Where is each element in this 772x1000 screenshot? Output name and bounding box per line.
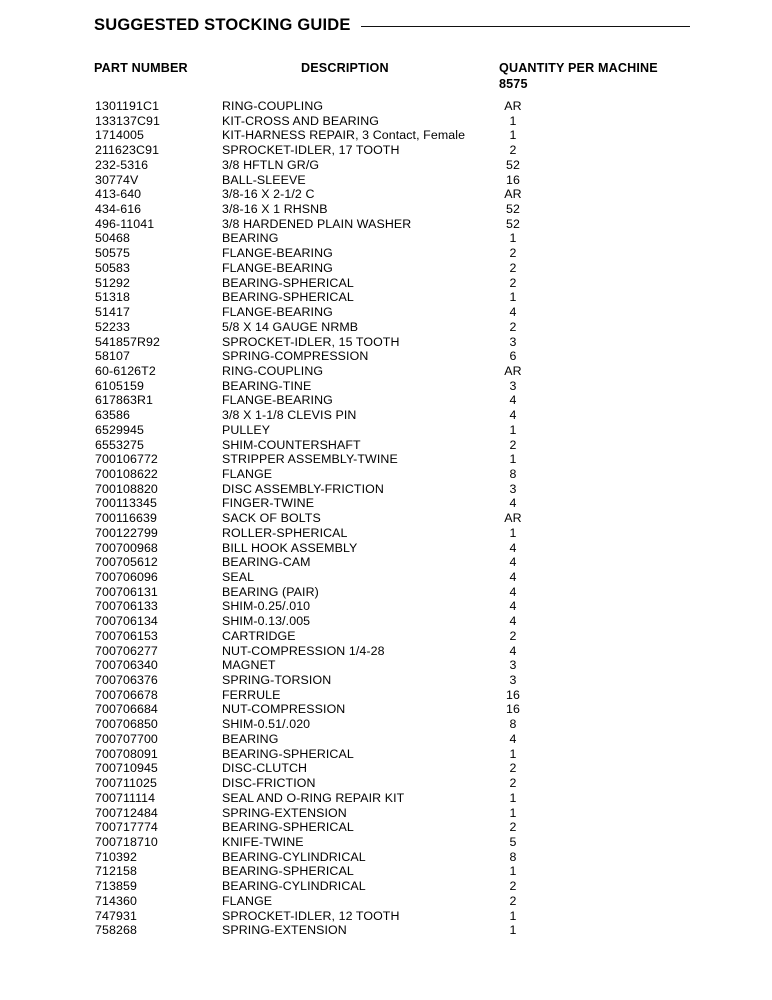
cell-part-number: 700706850 — [95, 717, 158, 732]
table-row — [0, 806, 772, 821]
cell-part-number: 700708091 — [95, 746, 158, 761]
cell-description: MAGNET — [222, 658, 276, 673]
cell-part-number: 700706277 — [95, 643, 158, 658]
cell-part-number: 700106772 — [95, 452, 158, 467]
cell-quantity: 4 — [509, 570, 517, 584]
cell-part-number: 541857R92 — [95, 334, 160, 349]
cell-part-number: 747931 — [95, 908, 137, 923]
table-row — [0, 187, 772, 202]
cell-description: FLANGE-BEARING — [222, 246, 333, 261]
cell-part-number: 700122799 — [95, 525, 158, 540]
cell-quantity: AR — [504, 511, 522, 526]
table-row — [0, 776, 772, 791]
cell-description: NUT-COMPRESSION 1/4-28 — [222, 643, 385, 658]
cell-description: PULLEY — [222, 422, 271, 437]
cell-description: 3/8 HARDENED PLAIN WASHER — [222, 216, 412, 231]
cell-description: SPRING-EXTENSION — [222, 805, 347, 820]
table-row — [0, 276, 772, 291]
cell-description: SPRING-COMPRESSION — [222, 349, 369, 364]
cell-quantity: 3 — [509, 334, 517, 349]
cell-part-number: 6529945 — [95, 422, 144, 437]
cell-part-number: 700700968 — [95, 540, 158, 555]
cell-description: SACK OF BOLTS — [222, 511, 321, 526]
table-row — [0, 923, 772, 938]
cell-description: FLANGE-BEARING — [222, 393, 333, 408]
cell-part-number: 700706376 — [95, 673, 158, 688]
cell-part-number: 700108622 — [95, 466, 158, 481]
table-row — [0, 482, 772, 497]
table-row — [0, 614, 772, 629]
table-row — [0, 217, 772, 232]
table-row — [0, 629, 772, 644]
cell-part-number: 700710945 — [95, 761, 158, 776]
cell-part-number: 60-6126T2 — [95, 363, 156, 378]
table-row — [0, 173, 772, 188]
table-row — [0, 673, 772, 688]
table-row — [0, 688, 772, 703]
table-row — [0, 99, 772, 114]
cell-description: KIT-CROSS AND BEARING — [222, 113, 380, 128]
table-row — [0, 246, 772, 261]
table-row — [0, 143, 772, 158]
cell-quantity: 4 — [509, 584, 517, 599]
cell-quantity: 1 — [509, 422, 517, 437]
cell-part-number: 1714005 — [95, 128, 144, 143]
table-row — [0, 747, 772, 762]
table-row — [0, 599, 772, 614]
cell-part-number: 52233 — [95, 319, 130, 334]
cell-description: BEARING-SPHERICAL — [222, 290, 354, 305]
cell-description: SHIM-0.51/.020 — [222, 717, 311, 732]
cell-quantity: 3 — [509, 378, 517, 393]
cell-part-number: 51318 — [95, 290, 130, 305]
table-row — [0, 894, 772, 909]
parts-table — [0, 99, 772, 938]
table-row — [0, 864, 772, 879]
cell-quantity: 1 — [509, 128, 517, 143]
cell-description: RING-COUPLING — [222, 363, 324, 378]
cell-quantity: 16 — [506, 687, 520, 702]
table-row — [0, 850, 772, 865]
cell-part-number: 6553275 — [95, 437, 144, 452]
cell-description: 3/8 HFTLN GR/G — [222, 157, 320, 172]
cell-part-number: 133137C91 — [95, 113, 160, 128]
table-row — [0, 305, 772, 320]
cell-quantity: AR — [504, 187, 522, 202]
cell-part-number: 700706678 — [95, 687, 158, 702]
cell-quantity: 52 — [506, 216, 520, 231]
cell-description: BEARING-SPHERICAL — [222, 864, 354, 879]
cell-description: FLANGE-BEARING — [222, 260, 333, 275]
cell-part-number: 700108820 — [95, 481, 158, 496]
cell-description: SHIM-COUNTERSHAFT — [222, 437, 361, 452]
cell-quantity: 1 — [509, 908, 517, 923]
cell-part-number: 714360 — [95, 893, 137, 908]
cell-part-number: 700706684 — [95, 702, 158, 717]
table-row — [0, 290, 772, 305]
cell-quantity: 3 — [509, 481, 517, 496]
cell-part-number: 700705612 — [95, 555, 158, 570]
table-row — [0, 408, 772, 423]
cell-part-number: 58107 — [95, 349, 130, 364]
cell-description: FLANGE — [222, 466, 273, 481]
cell-description: CARTRIDGE — [222, 628, 296, 643]
cell-description: SEAL — [222, 570, 255, 584]
page-title: SUGGESTED STOCKING GUIDE — [94, 15, 351, 34]
cell-description: BEARING-CYLINDRICAL — [222, 879, 366, 894]
cell-description: BEARING-SPHERICAL — [222, 275, 354, 290]
cell-quantity: 2 — [509, 628, 517, 643]
cell-description: SPRING-EXTENSION — [222, 923, 347, 938]
cell-description: SHIM-0.25/.010 — [222, 599, 311, 614]
cell-description: BEARING-TINE — [222, 378, 312, 393]
cell-quantity: 4 — [509, 540, 517, 555]
table-row — [0, 791, 772, 806]
cell-quantity: 52 — [506, 202, 520, 217]
table-row — [0, 511, 772, 526]
cell-quantity: 2 — [509, 761, 517, 776]
cell-part-number: 50583 — [95, 260, 130, 275]
cell-quantity: 8 — [509, 849, 517, 864]
cell-description: SHIM-0.13/.005 — [222, 614, 311, 629]
cell-description: ROLLER-SPHERICAL — [222, 525, 348, 540]
table-row — [0, 364, 772, 379]
cell-description: FLANGE-BEARING — [222, 305, 333, 320]
cell-part-number: 713859 — [95, 879, 137, 894]
cell-quantity: 4 — [509, 496, 517, 511]
title-divider-rule — [361, 26, 690, 27]
column-header-quantity-per-machine: QUANTITY PER MACHINE — [499, 61, 658, 75]
table-row — [0, 467, 772, 482]
cell-part-number: 6105159 — [95, 378, 144, 393]
cell-description: BEARING — [222, 731, 279, 746]
table-row — [0, 423, 772, 438]
cell-part-number: 700711025 — [95, 776, 157, 791]
cell-quantity: 4 — [509, 614, 517, 629]
cell-part-number: 700116639 — [95, 511, 157, 526]
cell-quantity: 4 — [509, 643, 517, 658]
cell-quantity: 1 — [509, 113, 517, 128]
table-row — [0, 349, 772, 364]
table-row — [0, 202, 772, 217]
cell-quantity: 1 — [509, 746, 517, 761]
table-row — [0, 231, 772, 246]
cell-description: BEARING-SPHERICAL — [222, 746, 354, 761]
table-row — [0, 261, 772, 276]
cell-quantity: 1 — [509, 923, 517, 938]
cell-part-number: 700718710 — [95, 834, 158, 849]
cell-quantity: 16 — [506, 172, 520, 187]
column-header-machine-model: 8575 — [499, 77, 528, 91]
column-header-description: DESCRIPTION — [301, 61, 389, 75]
cell-part-number: 700113345 — [95, 496, 157, 511]
cell-description: BEARING-SPHERICAL — [222, 820, 354, 835]
cell-quantity: 4 — [509, 555, 517, 570]
cell-description: BEARING-CYLINDRICAL — [222, 849, 366, 864]
cell-part-number: 700707700 — [95, 731, 158, 746]
table-row — [0, 820, 772, 835]
cell-quantity: 8 — [509, 466, 517, 481]
cell-part-number: 700706133 — [95, 599, 158, 614]
cell-quantity: 2 — [509, 820, 517, 835]
table-row — [0, 438, 772, 453]
cell-description: SPROCKET-IDLER, 15 TOOTH — [222, 334, 400, 349]
cell-part-number: 63586 — [95, 408, 130, 423]
cell-part-number: 700711114 — [95, 790, 156, 805]
cell-quantity: 1 — [509, 452, 517, 467]
cell-quantity: 2 — [509, 246, 517, 261]
cell-quantity: 1 — [509, 231, 517, 246]
table-row — [0, 658, 772, 673]
cell-description: KIT-HARNESS REPAIR, 3 Contact, Female — [222, 128, 466, 143]
cell-part-number: 700706134 — [95, 614, 158, 629]
cell-quantity: 1 — [509, 864, 517, 879]
table-row — [0, 585, 772, 600]
table-row — [0, 717, 772, 732]
cell-description: FINGER-TWINE — [222, 496, 315, 511]
cell-part-number: 51417 — [95, 305, 130, 320]
cell-part-number: 617863R1 — [95, 393, 153, 408]
table-row — [0, 570, 772, 585]
cell-part-number: 50468 — [95, 231, 130, 246]
cell-quantity: 3 — [509, 658, 517, 673]
cell-quantity: 2 — [509, 879, 517, 894]
table-row — [0, 393, 772, 408]
cell-description: 3/8 X 1-1/8 CLEVIS PIN — [222, 408, 357, 423]
cell-description: SPRING-TORSION — [222, 673, 332, 688]
cell-part-number: 211623C91 — [95, 143, 160, 158]
cell-description: KNIFE-TWINE — [222, 834, 304, 849]
table-row — [0, 909, 772, 924]
cell-part-number: 496-11041 — [95, 216, 155, 231]
cell-description: BEARING — [222, 231, 279, 246]
cell-part-number: 30774V — [95, 172, 139, 187]
table-row — [0, 452, 772, 467]
column-header-part-number: PART NUMBER — [94, 61, 188, 75]
cell-quantity: 4 — [509, 731, 517, 746]
cell-quantity: 2 — [509, 143, 517, 158]
cell-part-number: 700717774 — [95, 820, 158, 835]
table-row — [0, 555, 772, 570]
cell-description: 5/8 X 14 GAUGE NRMB — [222, 319, 359, 334]
table-row — [0, 496, 772, 511]
table-row — [0, 879, 772, 894]
cell-part-number: 700712484 — [95, 805, 158, 820]
table-row — [0, 379, 772, 394]
table-row — [0, 128, 772, 143]
cell-part-number: 700706153 — [95, 628, 158, 643]
cell-part-number: 232-5316 — [95, 157, 149, 172]
cell-quantity: 4 — [509, 305, 517, 320]
cell-quantity: 4 — [509, 599, 517, 614]
cell-description: FERRULE — [222, 687, 281, 702]
cell-part-number: 700706340 — [95, 658, 158, 673]
table-row — [0, 320, 772, 335]
cell-part-number: 434-616 — [95, 202, 142, 217]
cell-quantity: 4 — [509, 408, 517, 423]
table-row — [0, 114, 772, 129]
cell-description: SEAL AND O-RING REPAIR KIT — [222, 790, 405, 805]
cell-description: BEARING (PAIR) — [222, 584, 319, 599]
cell-description: DISC ASSEMBLY-FRICTION — [222, 481, 384, 496]
cell-quantity: 1 — [509, 525, 517, 540]
table-row — [0, 732, 772, 747]
cell-quantity: AR — [504, 363, 522, 378]
cell-quantity: 2 — [509, 260, 517, 275]
cell-description: STRIPPER ASSEMBLY-TWINE — [222, 452, 398, 467]
cell-description: 3/8-16 X 1 RHSNB — [222, 202, 328, 217]
cell-part-number: 51292 — [95, 275, 130, 290]
cell-description: FLANGE — [222, 893, 273, 908]
cell-quantity: 1 — [509, 790, 517, 805]
cell-description: NUT-COMPRESSION — [222, 702, 346, 717]
cell-quantity: 2 — [509, 776, 517, 791]
cell-description: SPROCKET-IDLER, 12 TOOTH — [222, 908, 400, 923]
cell-quantity: 4 — [509, 393, 517, 408]
cell-quantity: 8 — [509, 717, 517, 732]
cell-description: DISC-CLUTCH — [222, 761, 308, 776]
cell-quantity: 6 — [509, 349, 517, 364]
table-row — [0, 644, 772, 659]
cell-part-number: 700706131 — [95, 584, 158, 599]
cell-description: 3/8-16 X 2-1/2 C — [222, 187, 315, 202]
cell-description: RING-COUPLING — [222, 99, 324, 113]
table-row — [0, 335, 772, 350]
cell-description: BALL-SLEEVE — [222, 172, 306, 187]
cell-quantity: 52 — [506, 157, 520, 172]
table-column-headers — [0, 62, 772, 96]
cell-description: BILL HOOK ASSEMBLY — [222, 540, 358, 555]
table-row — [0, 158, 772, 173]
cell-part-number: 710392 — [95, 849, 137, 864]
cell-description: DISC-FRICTION — [222, 776, 316, 791]
cell-part-number: 758268 — [95, 923, 137, 938]
table-row — [0, 761, 772, 776]
cell-quantity: 2 — [509, 893, 517, 908]
table-row — [0, 526, 772, 541]
cell-part-number: 700706096 — [95, 570, 158, 584]
table-row — [0, 702, 772, 717]
cell-description: BEARING-CAM — [222, 555, 311, 570]
cell-quantity: 2 — [509, 437, 517, 452]
cell-part-number: 712158 — [95, 864, 137, 879]
cell-quantity: 2 — [509, 275, 517, 290]
cell-quantity: 3 — [509, 673, 517, 688]
cell-quantity: 2 — [509, 319, 517, 334]
document-title-row — [94, 14, 690, 36]
cell-quantity: 1 — [509, 290, 517, 305]
cell-description: SPROCKET-IDLER, 17 TOOTH — [222, 143, 400, 158]
cell-part-number: 413-640 — [95, 187, 142, 202]
table-row — [0, 541, 772, 556]
cell-quantity: AR — [504, 99, 522, 113]
cell-quantity: 16 — [506, 702, 520, 717]
cell-part-number: 1301191C1 — [95, 99, 160, 113]
table-row — [0, 835, 772, 850]
cell-part-number: 50575 — [95, 246, 130, 261]
cell-quantity: 5 — [509, 834, 517, 849]
cell-quantity: 1 — [509, 805, 517, 820]
